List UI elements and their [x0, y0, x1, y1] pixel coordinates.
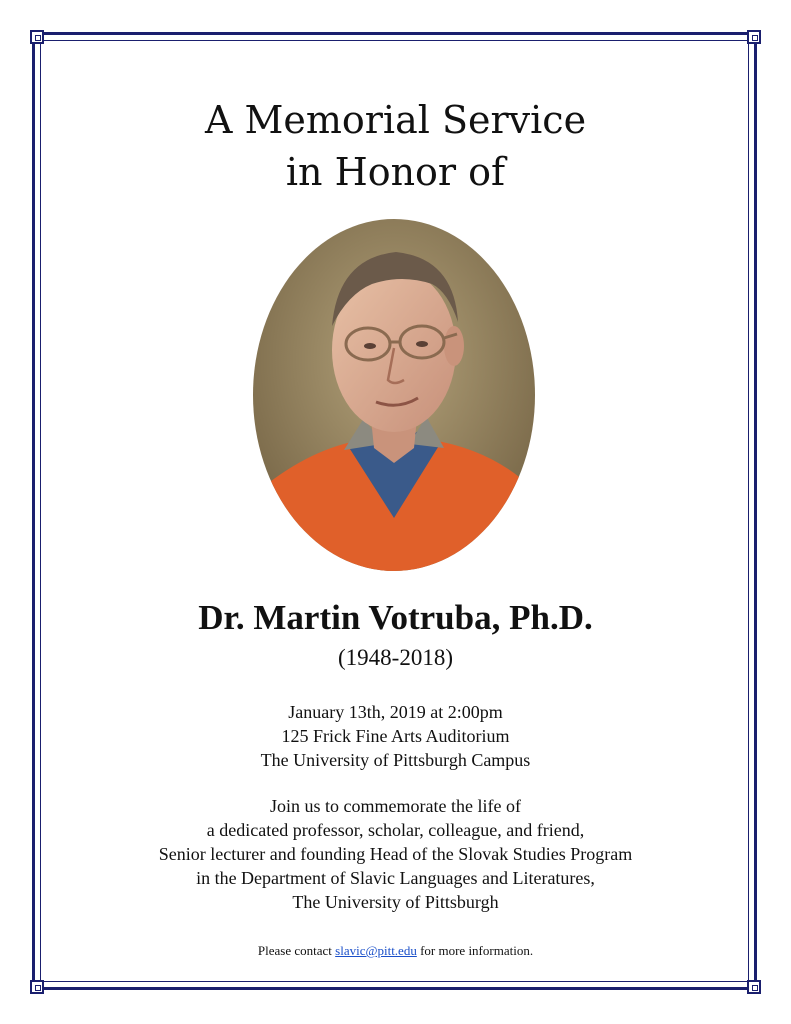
corner-ornament-top-right [747, 30, 761, 44]
contact-line [0, 942, 791, 960]
contact-email-link[interactable]: slavic@pitt.edu [335, 943, 417, 958]
tribute-line: in the Department of Slavic Languages and Literatures, [196, 868, 595, 888]
tribute-line: The University of Pittsburgh [292, 892, 499, 912]
portrait-photo [252, 218, 536, 572]
title-line-2: in Honor of [285, 150, 506, 194]
honoree-years: (1948-2018) [338, 645, 453, 670]
honoree-name: Dr. Martin Votruba, Ph.D. [198, 598, 593, 637]
tribute-text [0, 794, 791, 914]
title-line-1: A Memorial Service [204, 98, 587, 142]
event-location: 125 Frick Fine Arts Auditorium [281, 726, 510, 746]
corner-ornament-bottom-right [747, 980, 761, 994]
event-campus: The University of Pittsburgh Campus [260, 750, 531, 770]
corner-ornament-bottom-left [30, 980, 44, 994]
tribute-line: Senior lecturer and founding Head of the Slovak Studies Program [158, 844, 633, 864]
tribute-line: Join us to commemorate the life of [270, 796, 521, 816]
tribute-line: a dedicated professor, scholar, colleague, and friend, [206, 820, 585, 840]
contact-suffix: for more information. [420, 943, 534, 958]
corner-ornament-top-left [30, 30, 44, 44]
event-datetime: January 13th, 2019 at 2:00pm [288, 702, 503, 722]
event-details [0, 700, 791, 772]
contact-prefix: Please contact [257, 943, 332, 958]
